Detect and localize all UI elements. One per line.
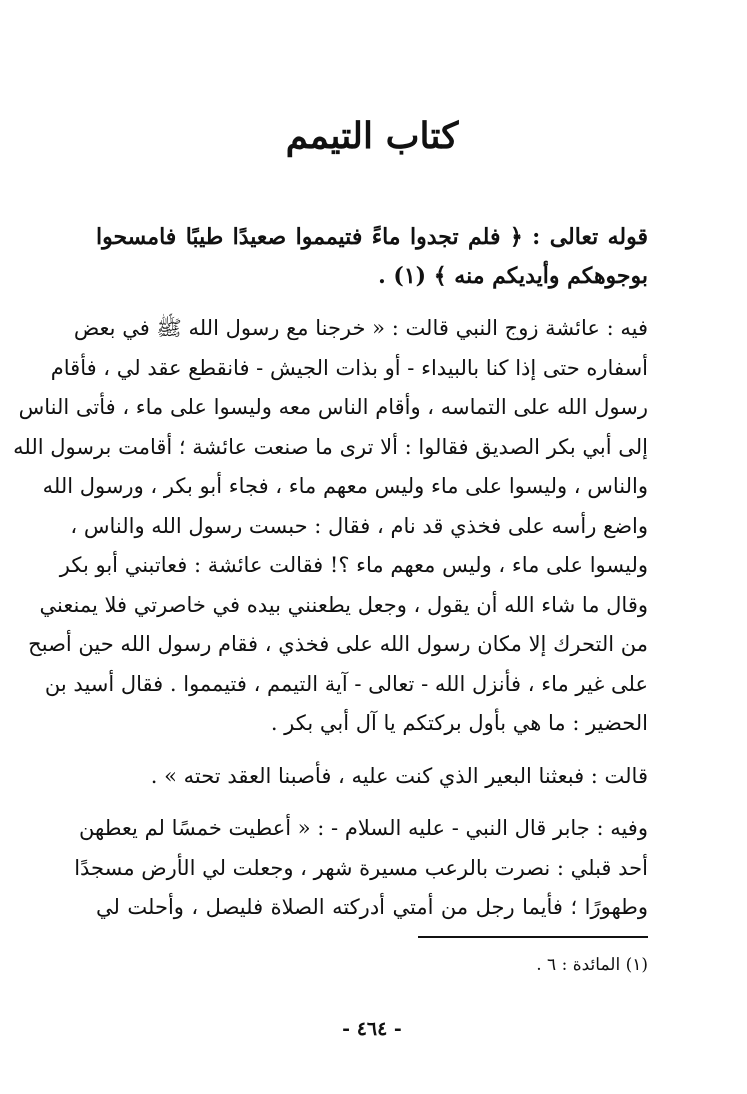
hadith-jabir-paragraph [74,809,648,928]
hadith-line: والناس ، وليسوا على ماء وليس معهم ماء ، فجاء أبو بكر ، ورسول الله [42,474,648,498]
quran-verse-paragraph [96,218,648,296]
hadith-line: وطهورًا ؛ فأيما رجل من أمتي أدركته الصلاة فليصل ، وأحلت لي [96,895,648,919]
hadith-line: وقال ما شاء الله أن يقول ، وجعل يطعنني بيده في خاصرتي فلا يمنعني [39,592,648,617]
hadith-line: رسول الله على التماسه ، وأقام الناس معه وليسوا على ماء ، فأتى الناس [18,395,648,419]
page-number: - ٤٦٤ - [342,1018,402,1040]
hadith-line: أسفاره حتى إذا كنا بالبيداء - أو بذات الجيش - فانقطع عقد لي ، فأقام [50,355,648,380]
footnote: (١) المائدة : ٦ . [536,955,648,975]
hadith-line: الحضير : ما هي بأول بركتكم يا آل أبي بكر . [270,711,648,735]
book-page [13,110,648,1070]
hadith-line: على غير ماء ، فأنزل الله - تعالى - آية التيمم ، فتيمموا . فقال أسيد بن [44,671,648,696]
verse-line: قوله تعالى : ﴿ فلم تجدوا ماءً فتيمموا صعيدًا طيبًا فامسحوا [96,224,648,250]
hadith-aisha-ending-paragraph [96,757,648,797]
hadith-line: من التحرك إلا مكان رسول الله على فخذي ، فقام رسول الله حين أصبح [28,632,648,656]
hadith-line: قالت : فبعثنا البعير الذي كنت عليه ، فأصبنا العقد تحته » . [150,763,648,788]
hadith-line: وليسوا على ماء ، وليس معهم ماء ؟! فقالت عائشة : فعاتبني أبو بكر [59,553,648,577]
hadith-aisha-paragraph [13,309,648,744]
hadith-line: واضع رأسه على فخذي قد نام ، فقال : حبست رسول الله والناس ، [70,513,648,538]
hadith-line: وفيه : جابر قال النبي - عليه السلام - : « أعطيت خمسًا لم يعطهن [79,816,648,840]
hadith-line: إلى أبي بكر الصديق فقالوا : ألا ترى ما صنعت عائشة ؛ أقامت برسول الله [13,434,648,459]
verse-line: بوجوهكم وأيديكم منه ﴾ (١) . [378,263,648,289]
hadith-line: فيه : عائشة زوج النبي قالت : « خرجنا مع رسول الله ﷺ في بعض [73,316,648,340]
hadith-line: أحد قبلي : نصرت بالرعب مسيرة شهر ، وجعلت لي الأرض مسجدًا [74,855,648,880]
chapter-title: كتاب التيمم [285,115,459,157]
footnote-divider [418,936,648,938]
